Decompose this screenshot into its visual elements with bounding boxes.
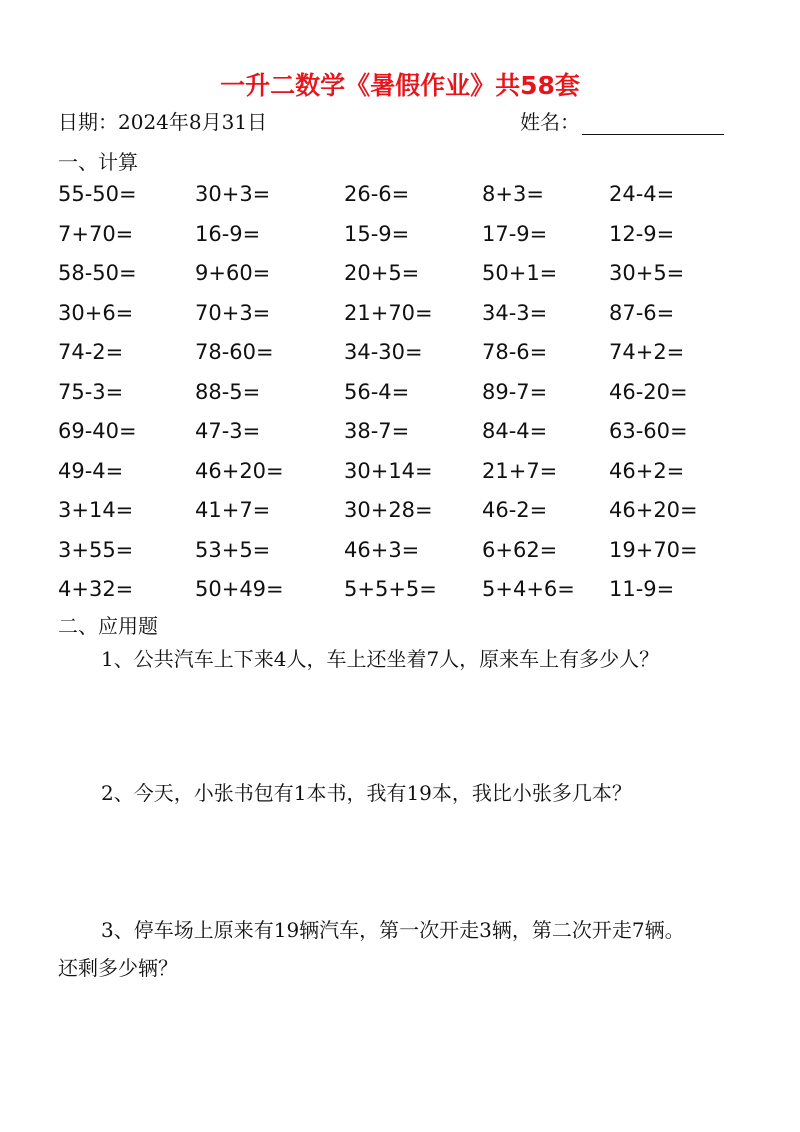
word-problem-3-text: 3、停车场上原来有19辆汽车，第一次开走3辆，第二次开走7辆。 <box>101 918 685 942</box>
calc-problem: 69-40= <box>58 419 137 443</box>
calc-problem: 12-9= <box>609 221 675 246</box>
calc-problem: 9+60= <box>195 261 271 285</box>
calc-problem: 74+2= <box>609 340 685 364</box>
calc-problem: 4+32= <box>58 577 134 601</box>
calc-problem: 75-3= <box>58 379 124 404</box>
name-label: 姓名： <box>520 110 580 134</box>
calc-problem: 56-4= <box>344 379 410 404</box>
calc-problem: 58-50= <box>58 261 137 285</box>
word-problem-3-text-cont: 还剩多少辆？ <box>58 956 178 980</box>
calc-problem: 20+5= <box>344 261 420 285</box>
calc-problem: 30+28= <box>344 498 433 522</box>
calc-problem: 46+20= <box>195 458 284 483</box>
calc-problem: 78-60= <box>195 340 274 364</box>
calc-problem: 30+5= <box>609 261 685 285</box>
calc-problem: 19+70= <box>609 537 698 562</box>
calc-problem: 21+70= <box>344 300 433 325</box>
calc-problem: 46-2= <box>482 498 548 522</box>
calc-problem: 24-4= <box>609 182 675 206</box>
calc-problem: 15-9= <box>344 221 410 246</box>
calc-problem: 41+7= <box>195 498 271 522</box>
calc-problem: 78-6= <box>482 340 548 364</box>
calc-problem: 5+4+6= <box>482 577 575 601</box>
calc-problem: 89-7= <box>482 379 548 404</box>
calc-problem: 88-5= <box>195 379 261 404</box>
calc-problem: 46+2= <box>609 458 685 483</box>
calc-problem: 6+62= <box>482 537 558 562</box>
calc-problem: 3+14= <box>58 498 134 522</box>
calc-problem: 3+55= <box>58 537 134 562</box>
calc-problem: 87-6= <box>609 300 675 325</box>
calc-problem: 30+3= <box>195 182 271 206</box>
calc-problem: 55-50= <box>58 182 137 206</box>
word-problem-2-text: 2、今天，小张书包有1本书，我有19本，我比小张多几本？ <box>101 781 632 805</box>
calc-problem: 46+3= <box>344 537 420 562</box>
section-word-problems-heading: 二、应用题 <box>58 614 158 638</box>
calc-problem: 21+7= <box>482 458 558 483</box>
calc-problem: 30+6= <box>58 300 134 325</box>
calc-problem: 16-9= <box>195 221 261 246</box>
calc-problem: 63-60= <box>609 419 688 443</box>
calc-problem: 46+20= <box>609 498 698 522</box>
word-problem-1-text: 1、公共汽车上下来4人，车上还坐着7人，原来车上有多少人？ <box>101 647 660 671</box>
calc-problem: 7+70= <box>58 221 134 246</box>
calc-problem: 34-3= <box>482 300 548 325</box>
calc-problem: 84-4= <box>482 419 548 443</box>
calc-problem: 47-3= <box>195 419 261 443</box>
calc-problem: 11-9= <box>609 577 675 601</box>
word-problem-2 <box>58 774 758 812</box>
calc-problem: 38-7= <box>344 419 410 443</box>
calc-problem: 30+14= <box>344 458 433 483</box>
date-label: 日期：2024年8月31日 <box>58 110 268 134</box>
calc-problem: 5+5+5= <box>344 577 437 601</box>
calc-problem: 26-6= <box>344 182 410 206</box>
calc-problem: 46-20= <box>609 379 688 404</box>
word-problem-1 <box>58 640 758 678</box>
calc-problem: 49-4= <box>58 458 124 483</box>
calc-problem: 50+1= <box>482 261 558 285</box>
calc-problem: 8+3= <box>482 182 544 206</box>
page-title: 一升二数学《暑假作业》共58套 <box>220 71 580 100</box>
calc-problem: 53+5= <box>195 537 271 562</box>
calc-problem: 70+3= <box>195 300 271 325</box>
word-problem-3 <box>58 911 758 987</box>
calc-problem: 74-2= <box>58 340 124 364</box>
name-field <box>520 106 724 135</box>
calc-problem: 34-30= <box>344 340 423 364</box>
section-calc-heading: 一、计算 <box>58 150 138 174</box>
calc-problem: 50+49= <box>195 577 284 601</box>
name-blank-line[interactable] <box>582 112 724 135</box>
calc-problem: 17-9= <box>482 221 548 246</box>
